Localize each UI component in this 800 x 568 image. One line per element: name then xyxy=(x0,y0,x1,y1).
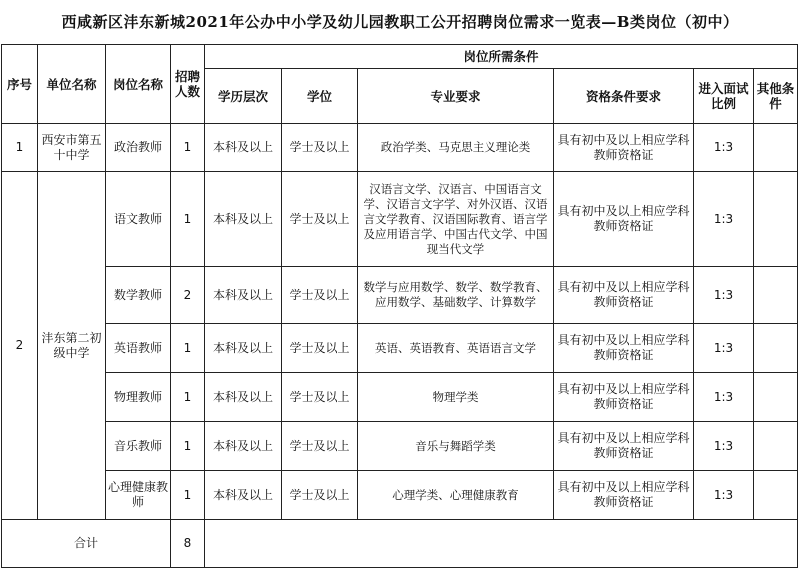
cell-edu: 本科及以上 xyxy=(205,373,282,422)
header-group: 岗位所需条件 xyxy=(205,45,798,69)
cell-other xyxy=(754,471,798,520)
cell-count: 2 xyxy=(171,267,205,324)
total-label: 合计 xyxy=(2,520,171,568)
cell-ratio: 1:3 xyxy=(694,422,754,471)
header-other: 其他条件 xyxy=(754,69,798,124)
cell-degree: 学士及以上 xyxy=(282,471,358,520)
cell-other xyxy=(754,373,798,422)
cell-edu: 本科及以上 xyxy=(205,471,282,520)
cell-ratio: 1:3 xyxy=(694,324,754,373)
cell-degree: 学士及以上 xyxy=(282,373,358,422)
cell-ratio: 1:3 xyxy=(694,124,754,172)
total-blank xyxy=(205,520,798,568)
header-ratio: 进入面试比例 xyxy=(694,69,754,124)
cell-degree: 学士及以上 xyxy=(282,324,358,373)
cell-qual: 具有初中及以上相应学科教师资格证 xyxy=(554,124,694,172)
cell-major: 英语、英语教育、英语语言文学 xyxy=(358,324,554,373)
header-count: 招聘人数 xyxy=(171,45,205,124)
table-row xyxy=(2,267,798,324)
cell-unit: 沣东第二初级中学 xyxy=(38,172,106,520)
page-title: 西咸新区沣东新城2021年公办中小学及幼儿园教职工公开招聘岗位需求一览表—B类岗位（初中） xyxy=(61,13,739,31)
cell-major: 物理学类 xyxy=(358,373,554,422)
cell-major: 心理学类、心理健康教育 xyxy=(358,471,554,520)
header-degree: 学位 xyxy=(282,69,358,124)
cell-other xyxy=(754,172,798,267)
cell-degree: 学士及以上 xyxy=(282,172,358,267)
header-qual: 资格条件要求 xyxy=(554,69,694,124)
cell-qual: 具有初中及以上相应学科教师资格证 xyxy=(554,172,694,267)
table-row xyxy=(2,172,798,267)
cell-qual: 具有初中及以上相应学科教师资格证 xyxy=(554,324,694,373)
cell-edu: 本科及以上 xyxy=(205,422,282,471)
cell-post: 心理健康教师 xyxy=(106,471,171,520)
cell-post: 物理教师 xyxy=(106,373,171,422)
cell-ratio: 1:3 xyxy=(694,267,754,324)
cell-count: 1 xyxy=(171,373,205,422)
cell-other xyxy=(754,267,798,324)
cell-major: 数学与应用数学、数学、数学教育、应用数学、基础数学、计算数学 xyxy=(358,267,554,324)
table-row xyxy=(2,422,798,471)
cell-other xyxy=(754,422,798,471)
header-post: 岗位名称 xyxy=(106,45,171,124)
cell-other xyxy=(754,124,798,172)
cell-count: 1 xyxy=(171,124,205,172)
cell-edu: 本科及以上 xyxy=(205,324,282,373)
cell-post: 数学教师 xyxy=(106,267,171,324)
total-count: 8 xyxy=(171,520,205,568)
cell-seq: 1 xyxy=(2,124,38,172)
cell-seq: 2 xyxy=(2,172,38,520)
cell-qual: 具有初中及以上相应学科教师资格证 xyxy=(554,373,694,422)
cell-degree: 学士及以上 xyxy=(282,422,358,471)
recruitment-table xyxy=(1,44,798,568)
table-row xyxy=(2,124,798,172)
cell-count: 1 xyxy=(171,172,205,267)
cell-unit: 西安市第五十中学 xyxy=(38,124,106,172)
cell-ratio: 1:3 xyxy=(694,373,754,422)
cell-edu: 本科及以上 xyxy=(205,267,282,324)
header-edu: 学历层次 xyxy=(205,69,282,124)
cell-qual: 具有初中及以上相应学科教师资格证 xyxy=(554,422,694,471)
table-row xyxy=(2,471,798,520)
cell-major: 汉语言文学、汉语言、中国语言文学、汉语言文字学、对外汉语、汉语言文学教育、汉语国际教育、语言学及应用语言学、中国古代文学、中国现当代文学 xyxy=(358,172,554,267)
cell-other xyxy=(754,324,798,373)
header-major: 专业要求 xyxy=(358,69,554,124)
total-row xyxy=(2,520,798,568)
cell-post: 语文教师 xyxy=(106,172,171,267)
cell-post: 英语教师 xyxy=(106,324,171,373)
cell-post: 音乐教师 xyxy=(106,422,171,471)
cell-ratio: 1:3 xyxy=(694,471,754,520)
cell-edu: 本科及以上 xyxy=(205,124,282,172)
header-seq: 序号 xyxy=(2,45,38,124)
cell-degree: 学士及以上 xyxy=(282,267,358,324)
cell-count: 1 xyxy=(171,471,205,520)
cell-count: 1 xyxy=(171,324,205,373)
cell-qual: 具有初中及以上相应学科教师资格证 xyxy=(554,267,694,324)
table-row xyxy=(2,324,798,373)
cell-post: 政治教师 xyxy=(106,124,171,172)
cell-count: 1 xyxy=(171,422,205,471)
cell-edu: 本科及以上 xyxy=(205,172,282,267)
cell-major: 政治学类、马克思主义理论类 xyxy=(358,124,554,172)
cell-degree: 学士及以上 xyxy=(282,124,358,172)
table-row xyxy=(2,373,798,422)
cell-ratio: 1:3 xyxy=(694,172,754,267)
cell-major: 音乐与舞蹈学类 xyxy=(358,422,554,471)
header-unit: 单位名称 xyxy=(38,45,106,124)
cell-qual: 具有初中及以上相应学科教师资格证 xyxy=(554,471,694,520)
